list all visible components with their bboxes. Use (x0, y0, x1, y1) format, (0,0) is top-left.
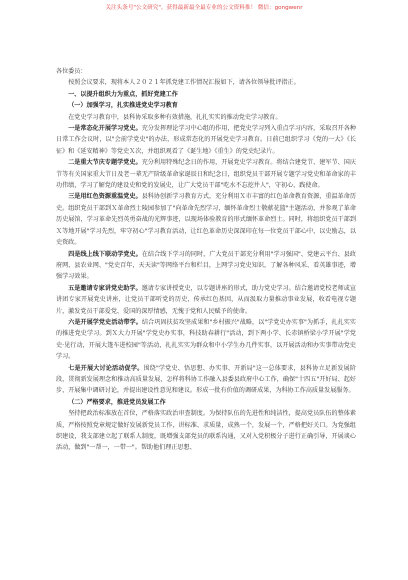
paragraph: 在党史学习教育中，县科协采取多种有效措施，扎扎实实的推动党史学习教育。 (68, 113, 282, 121)
paragraph-text: 充分发挥理论学习中心组的作用，把党史学习列入重点学习内容，采取召开各种日常工作会议时，以"会前学党史"的办法，形成常态化的开展党史学习教育。日前已组织学习《党的一大》《长征》和《延安精神》等党史Ｘ次，并组织观看了《诞生地》《重生》的党史纪录片。 (56, 125, 357, 155)
paragraph (56, 249, 356, 283)
paragraph (56, 123, 356, 157)
paragraph-lead: 三是用红色资源重温党史。 (68, 193, 142, 201)
paragraph-text: 结合巩固扶贫攻坚成果和"乡村振兴"战略，以"学党史办实事"为抓手，扎扎实实的推进党史学习。到Ｘ大力开展"学党史办实事，科技助春耕行"活动，到下两小学、长赤镇桥梁小学开展"学党史·见行动，开展大篷车进校园"等活动，扎扎实实为群众和中小学生办几件实事，以开展活动和办实事带动党史学习。 (56, 318, 356, 361)
paragraph (56, 283, 356, 317)
greeting: 各位委员： (56, 68, 87, 75)
paragraph-text: 邀请专家讲授党史，以专题讲座的形式，助力党史学习。结合邀请党校老师或宣讲团专家开展党史讲座，让党员干部听党的历史，传承红色基因，从而汲取力量推动事业发展，收看电视专题片，激发党员干部爱党、爱国的深厚情感，无愧于党和人民赋予的使命。 (56, 284, 357, 315)
paragraph-text: 县科协创新学习教育方式，充分利用Ｘ市丰富的红色革命教育资源，重温革命历史。组织党员干部到Ｘ革命烈士陵园参加了"向革命先烈学习，缅怀革命烈士敬献花篮"主题活动，并参观了革命历史展馆，学习革命先烈英勇奋战的光辉事迹，以现场体验教育的形式缅怀革命烈士。同时，将组织党员干部到Ｘ等地开展"学习先烈，牢守初心"学习教育活动，让红色革命历史深深印在每一位党员干部心中，以史励志，以史资政。 (56, 193, 357, 247)
paragraph (56, 363, 356, 397)
paragraph-lead: 六是开展学党史活动带学。 (68, 318, 142, 326)
paragraph (56, 317, 356, 363)
paragraph-text: 围绕"学党史、悟思想、办实事、开新局"这一总体要求，县科协立足新发展阶段，贯彻新发展理念和推动高质量发展，怎样将科协工作融入县委县政府中心工作，确保"十四五"开好局、起好步，开展集中调研讨论，并提出建设性意见和建议。形成一批有价值的调研成果，为科协工作高质量发展服务。 (56, 364, 357, 395)
paragraph-text: 充分利用特殊纪念日的作用，开展党史学习教育。将结合建党节、建军节、国庆节等有关国家重大节日及老一辈无产阶级革命家诞辰日和纪念日，组织党员干部开展专题学习党史和革命家的丰功伟绩，学习了解党的建设史和党的发展史，让广大党员干部"吃水不忘挖井人"，守初心，践使命。 (56, 159, 357, 190)
paragraph-text: 在结合线下学习的同时，广大党员干部充分利用"学习强国"、党建云平台、县政府网、县农业网、"党史百年，天天读"等网络平台和栏目，上网学习党史知识，了解各种风采、看英雄事迹，增强学习效果。 (56, 250, 356, 281)
subsection-heading: （二）严格要求，推进党员发展工作 (68, 398, 166, 406)
document-body (56, 66, 356, 454)
paragraph (56, 157, 356, 191)
paragraph-lead: 二是重大节庆专题学党史。 (68, 159, 142, 167)
paragraph: 坚持把政治标准放在首位，严格落实政治审查制度。为保持队伍的先进性和纯洁性，提高党员队伍的整体素质，严格按照党章规定做好发展新党员工作，讲标准、求质量，成熟一个，发展一个，严格把好关口。为党强组织建设，我支部建立起了联系人制度，既增强支部党员的联系沟通，又对入党积极分子进行正确引导，开展谈心活动，做到"一帮一，一带一"。帮助他们理正思想、 (56, 410, 356, 452)
paragraph-lead: 四是线上线下联动学党史。 (68, 250, 142, 258)
paragraph (56, 191, 356, 248)
paragraph-lead: 一是常态化开展学习党史。 (68, 125, 142, 133)
section-heading: 一、以提升组织力为重点，抓好党建工作 (68, 90, 178, 98)
paragraph-lead: 七是开展大讨论活动促学。 (68, 364, 144, 372)
paragraph-lead: 五是邀请专家讲党史助学。 (68, 284, 142, 292)
intro-paragraph: 按照会议要求，现将本人２０２１年抓党建工作情况汇报如下，请各位领导批评指正。 (68, 79, 300, 87)
promo-banner: 关注头条号"公文研究"，获得最新最全最专业的公文资料推！ 微信：gongwenr (105, 5, 303, 11)
subsection-heading: （一）加强学习，扎实推进党史学习教育 (68, 102, 178, 110)
